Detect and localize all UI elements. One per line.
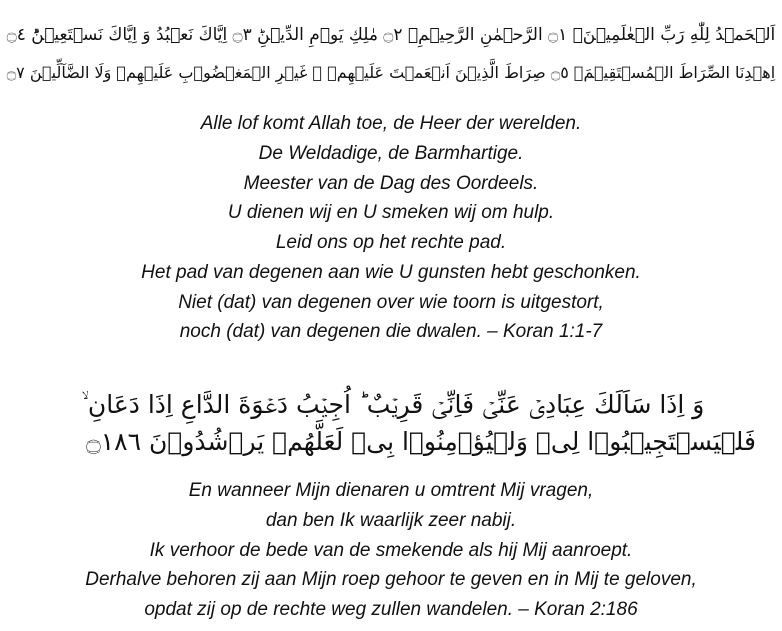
fatiha-translation-line-7: Niet (dat) van degenen over wie toorn is uitgestort,	[178, 292, 604, 313]
baqarah-translation-line-2: dan ben Ik waarlijk zeer nabij.	[265, 510, 517, 531]
baqarah-arabic-line-2: فَلۡيَسۡتَجِيۡبُوۡا لِىۡ وَلۡيُؤۡمِنُوۡا بِىۡ لَعَلَّهُمۡ يَرۡشُدُوۡنَ ۝١٨٦	[86, 427, 756, 456]
baqarah-translation-line-3: Ik verhoor de bede van de smekende als hij Mij aanroept.	[149, 540, 633, 561]
fatiha-translation-line-3: Meester van de Dag des Oordeels.	[243, 173, 539, 194]
fatiha-translation-line-4: U dienen wij en U smeken wij om hulp.	[227, 202, 555, 223]
fatiha-translation-line-8: noch (dat) van degenen die dwalen. – Koran 1:1-7	[179, 321, 603, 342]
fatiha-translation-line-2: De Weldadige, de Barmhartige.	[258, 143, 524, 164]
fatiha-translation-line-6: Het pad van degenen aan wie U gunsten hebt geschonken.	[141, 262, 641, 283]
fatiha-arabic-line-1: اَلۡحَمۡدُ لِلّٰهِ رَبِّ الۡعٰلَمِيۡنَۙ ۝١ الرَّحۡمٰنِ الرَّحِيۡمِۙ ۝٢ مٰلِكِ يَوۡمِ الدِّيۡنِؕ ۝٣ اِيَّاكَ نَعۡبُدُ وَ اِيَّاكَ نَسۡتَعِيۡنُؕ ۝٤	[6, 25, 776, 45]
fatiha-translation-line-1: Alle lof komt Allah toe, de Heer der werelden.	[200, 113, 582, 134]
baqarah-arabic-line-1: وَ اِذَا سَاَلَكَ عِبَادِىۡ عَنِّىۡ فَاِنِّىۡ قَرِيۡبٌ ؕ اُجِيۡبُ دَعۡوَةَ الدَّاعِ اِذَا دَعَانِ ۙ	[81, 390, 705, 419]
fatiha-arabic-line-2: اِهۡدِنَا الصِّرَاطَ الۡمُسۡتَقِيۡمَۙ ۝٥ صِرَاطَ الَّذِيۡنَ اَنۡعَمۡتَ عَلَيۡهِمۡ ۙ غَيۡرِ الۡمَغۡضُوۡبِ عَلَيۡهِمۡ وَلَا الضَّآلِّيۡنَ ۝٧	[6, 63, 776, 82]
baqarah-translation-line-4: Derhalve behoren zij aan Mijn roep gehoor te geven en in Mij te geloven,	[85, 569, 697, 590]
fatiha-translation-line-5: Leid ons op het rechte pad.	[275, 232, 507, 253]
baqarah-translation-line-1: En wanneer Mijn dienaren u omtrent Mij vragen,	[188, 480, 594, 501]
baqarah-translation-line-5: opdat zij op de rechte weg zullen wandelen. – Koran 2:186	[144, 599, 638, 620]
